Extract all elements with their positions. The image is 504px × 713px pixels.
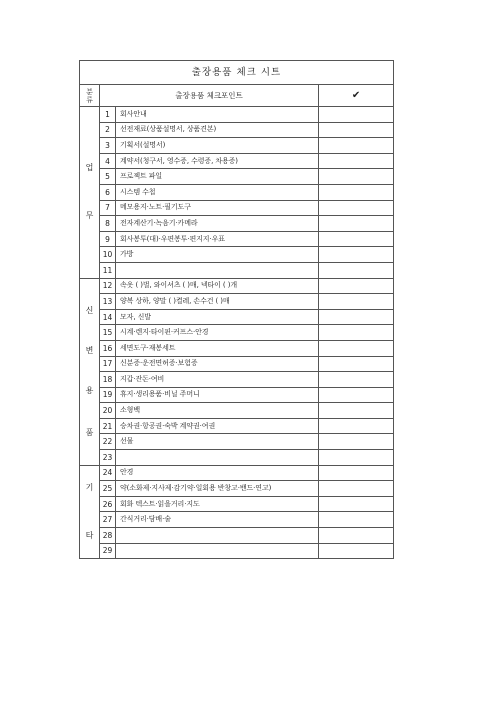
check-cell[interactable] xyxy=(319,325,394,341)
checklist-row xyxy=(80,200,394,216)
check-cell[interactable] xyxy=(319,169,394,185)
item-text: 회화 텍스트·읽을거리·지도 xyxy=(116,496,319,512)
checklist-row xyxy=(80,481,394,497)
checklist-row xyxy=(80,403,394,419)
checklist-row xyxy=(80,231,394,247)
check-cell[interactable] xyxy=(319,481,394,497)
checklist-row xyxy=(80,340,394,356)
category-spacer xyxy=(80,398,99,426)
category-spacer xyxy=(80,175,99,209)
check-cell[interactable] xyxy=(319,372,394,388)
checklist-row xyxy=(80,434,394,450)
item-number: 2 xyxy=(100,122,116,138)
checklist-row xyxy=(80,138,394,154)
check-cell[interactable] xyxy=(319,340,394,356)
check-cell[interactable] xyxy=(319,450,394,466)
check-cell[interactable] xyxy=(319,216,394,232)
checklist-row xyxy=(80,216,394,232)
header-check-mark: ✔ xyxy=(319,85,394,107)
category-char: 기 xyxy=(85,482,94,492)
item-number: 9 xyxy=(100,231,116,247)
item-text xyxy=(116,528,319,544)
item-number: 3 xyxy=(100,138,116,154)
checklist-row xyxy=(80,278,394,294)
item-number: 19 xyxy=(100,387,116,403)
item-number: 1 xyxy=(100,107,116,123)
sheet-title: 출장용품 체크 시트 xyxy=(80,61,394,85)
check-cell[interactable] xyxy=(319,512,394,528)
checklist-row xyxy=(80,356,394,372)
item-number: 12 xyxy=(100,278,116,294)
item-text: 회사안내 xyxy=(116,107,319,123)
item-text: 휴지·생리용품·비닐 주머니 xyxy=(116,387,319,403)
item-number: 20 xyxy=(100,403,116,419)
item-text xyxy=(116,262,319,278)
item-text: 모자, 신발 xyxy=(116,309,319,325)
check-cell[interactable] xyxy=(319,465,394,481)
item-text: 간식거리·담배·술 xyxy=(116,512,319,528)
item-text: 프로젝트 파일 xyxy=(116,169,319,185)
item-number: 4 xyxy=(100,153,116,169)
checklist-row xyxy=(80,387,394,403)
item-number: 16 xyxy=(100,340,116,356)
checklist-row xyxy=(80,496,394,512)
item-text: 양복 상하, 양말 ( )켤레, 손수건 ( )매 xyxy=(116,294,319,310)
header-category-label: 분류 xyxy=(86,87,93,104)
category-char: 무 xyxy=(85,211,94,221)
checklist-row xyxy=(80,465,394,481)
checklist-row xyxy=(80,247,394,263)
item-text: 시스템 수첩 xyxy=(116,184,319,200)
checklist-body xyxy=(80,61,394,559)
item-number: 15 xyxy=(100,325,116,341)
checklist-row xyxy=(80,294,394,310)
category-char: 신 xyxy=(85,305,94,315)
item-text: 선물 xyxy=(116,434,319,450)
item-number: 26 xyxy=(100,496,116,512)
item-text: 약(소화제·지사제·감기약·일회용 반창고·밴드·연고) xyxy=(116,481,319,497)
check-cell[interactable] xyxy=(319,138,394,154)
title-row xyxy=(80,61,394,85)
item-text: 선전재료(상품설명서, 상품견본) xyxy=(116,122,319,138)
category-char: 품 xyxy=(85,427,94,437)
category-cell xyxy=(80,465,100,559)
item-number: 29 xyxy=(100,543,116,559)
header-row xyxy=(80,85,394,107)
category-spacer xyxy=(80,318,99,344)
item-text: 지갑·잔돈·여비 xyxy=(116,372,319,388)
checklist-row xyxy=(80,372,394,388)
item-text: 속옷 ( )벌, 와이셔츠 ( )매, 넥타이 ( )개 xyxy=(116,278,319,294)
header-category xyxy=(80,85,100,107)
item-number: 23 xyxy=(100,450,116,466)
category-label xyxy=(80,304,99,440)
checklist-row xyxy=(80,543,394,559)
check-cell[interactable] xyxy=(319,528,394,544)
item-text: 계약서(청구서, 영수증, 수령증, 차용증) xyxy=(116,153,319,169)
category-label xyxy=(80,161,99,223)
item-number: 21 xyxy=(100,418,116,434)
item-text: 승차권·항공권·숙박 계약권·여권 xyxy=(116,418,319,434)
header-checkpoint: 출장용품 체크포인트 xyxy=(100,85,319,107)
check-cell[interactable] xyxy=(319,387,394,403)
item-number: 13 xyxy=(100,294,116,310)
check-cell[interactable] xyxy=(319,543,394,559)
item-text: 가방 xyxy=(116,247,319,263)
item-number: 17 xyxy=(100,356,116,372)
item-number: 8 xyxy=(100,216,116,232)
item-text: 소형백 xyxy=(116,403,319,419)
check-cell[interactable] xyxy=(319,153,394,169)
checklist-row xyxy=(80,262,394,278)
check-cell[interactable] xyxy=(319,200,394,216)
checklist-row xyxy=(80,184,394,200)
item-number: 6 xyxy=(100,184,116,200)
check-cell[interactable] xyxy=(319,231,394,247)
item-text xyxy=(116,543,319,559)
check-cell[interactable] xyxy=(319,278,394,294)
item-number: 22 xyxy=(100,434,116,450)
check-cell[interactable] xyxy=(319,262,394,278)
item-number: 5 xyxy=(100,169,116,185)
check-cell[interactable] xyxy=(319,434,394,450)
checklist-row xyxy=(80,309,394,325)
check-cell[interactable] xyxy=(319,496,394,512)
item-number: 10 xyxy=(100,247,116,263)
item-number: 18 xyxy=(100,372,116,388)
check-cell[interactable] xyxy=(319,107,394,123)
checklist-row xyxy=(80,153,394,169)
category-spacer xyxy=(80,495,99,529)
checklist-row xyxy=(80,528,394,544)
category-char: 타 xyxy=(85,530,94,540)
checklist-row xyxy=(80,122,394,138)
item-text xyxy=(116,450,319,466)
checklist-row xyxy=(80,107,394,123)
item-number: 11 xyxy=(100,262,116,278)
check-cell[interactable] xyxy=(319,294,394,310)
category-cell xyxy=(80,278,100,465)
checklist-row xyxy=(80,512,394,528)
item-number: 25 xyxy=(100,481,116,497)
check-cell[interactable] xyxy=(319,247,394,263)
item-text: 신분증·운전면허증·보험증 xyxy=(116,356,319,372)
checklist-row xyxy=(80,450,394,466)
category-label xyxy=(80,481,99,543)
item-text: 기획서(설명서) xyxy=(116,138,319,154)
item-number: 7 xyxy=(100,200,116,216)
check-cell[interactable] xyxy=(319,309,394,325)
item-number: 24 xyxy=(100,465,116,481)
category-char: 용 xyxy=(85,385,94,395)
checklist-row xyxy=(80,325,394,341)
category-cell xyxy=(80,107,100,279)
item-text: 회사봉투(대)·우편봉투·편지지·우표 xyxy=(116,231,319,247)
category-char: 변 xyxy=(85,345,94,355)
item-text: 안경 xyxy=(116,465,319,481)
check-cell[interactable] xyxy=(319,418,394,434)
item-number: 28 xyxy=(100,528,116,544)
category-spacer xyxy=(80,358,99,384)
checklist-row xyxy=(80,418,394,434)
category-char: 업 xyxy=(85,163,94,173)
check-cell[interactable] xyxy=(319,356,394,372)
check-cell[interactable] xyxy=(319,122,394,138)
item-number: 14 xyxy=(100,309,116,325)
checklist-table xyxy=(79,60,394,559)
check-cell[interactable] xyxy=(319,403,394,419)
item-text: 세면도구·재봉세트 xyxy=(116,340,319,356)
check-cell[interactable] xyxy=(319,184,394,200)
item-number: 27 xyxy=(100,512,116,528)
item-text: 메모용지·노트·필기도구 xyxy=(116,200,319,216)
checklist-row xyxy=(80,169,394,185)
item-text: 전자계산기·녹음기·카메라 xyxy=(116,216,319,232)
item-text: 시계·렌지·타이핀·커프스·안경 xyxy=(116,325,319,341)
